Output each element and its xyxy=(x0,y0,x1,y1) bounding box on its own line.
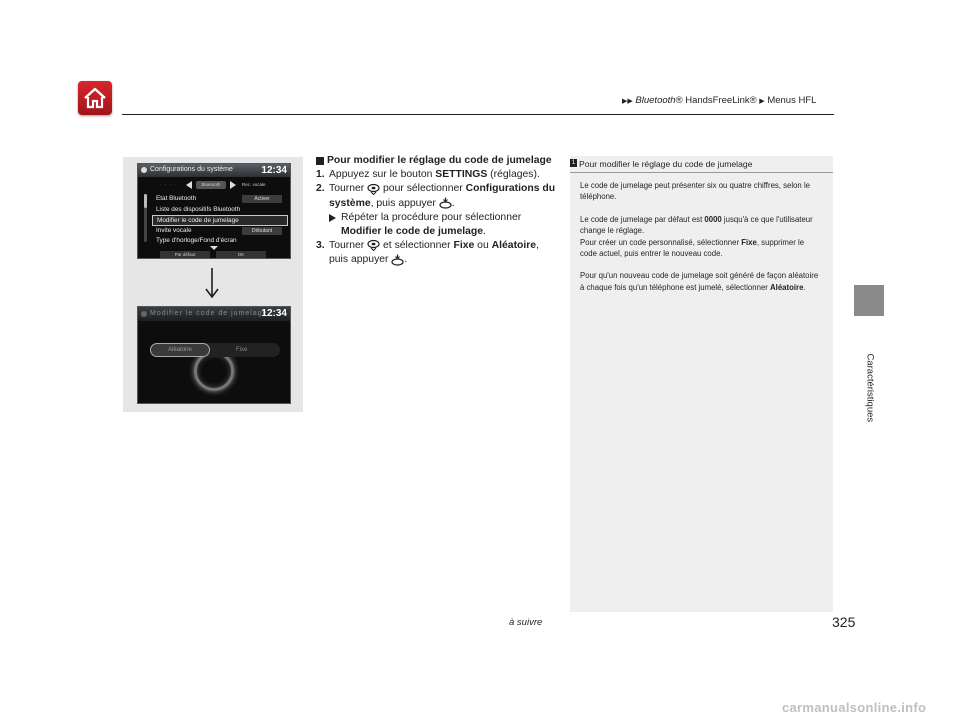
screen-button-row xyxy=(160,251,288,258)
home-icon xyxy=(83,86,107,110)
step-2 xyxy=(316,182,556,239)
page-number: 325 xyxy=(832,614,856,630)
screen-clock: 12:34 xyxy=(261,165,287,176)
step-text: , xyxy=(536,240,539,252)
menu-item-label: Modifier le code de jumelage xyxy=(157,217,239,224)
menu-item xyxy=(152,236,288,247)
settings-dot-icon xyxy=(141,167,147,173)
tab-voice: Rec. vocale xyxy=(242,182,266,187)
option-name: Fixe xyxy=(741,237,757,247)
step-text: et sélectionner xyxy=(380,240,454,252)
note-badge: 1 xyxy=(571,160,576,166)
step-text: . xyxy=(483,226,486,238)
step-text: Tourner xyxy=(329,240,368,252)
screen-title: Configurations du système xyxy=(150,166,233,173)
section-heading: Pour modifier le réglage du code de jumelage xyxy=(316,154,556,168)
menu-name: Modifier le code de jumelage xyxy=(341,226,484,238)
screen-scrollbar xyxy=(144,194,147,242)
breadcrumb-item-hfl[interactable]: ® HandsFreeLink® xyxy=(675,95,757,106)
step-text: Appuyez sur le bouton xyxy=(329,169,436,181)
pairing-code-screen xyxy=(137,306,291,404)
instructions xyxy=(316,154,556,268)
step-text: . xyxy=(404,254,408,266)
option-name: Aléatoire xyxy=(491,240,537,252)
option-fixed: Fixe xyxy=(236,347,248,353)
option-name: Aléatoire xyxy=(770,282,804,292)
note-text: , supprimer le code actuel, puis entrer le nouveau code. xyxy=(580,237,805,259)
note-title: Pour modifier le réglage du code de jumelage xyxy=(579,159,753,169)
option-name: Fixe xyxy=(453,240,475,252)
tab-bluetooth: Bluetooth xyxy=(196,181,226,189)
continued-label: à suivre xyxy=(509,617,543,628)
menu-item-label: Liste des dispositifs Bluetooth xyxy=(156,205,241,213)
step-text: pour sélectionner xyxy=(380,183,466,195)
breadcrumb-arrow-icon: ▶ xyxy=(759,98,765,105)
step-number: 2. xyxy=(316,183,325,195)
home-button[interactable] xyxy=(78,81,112,115)
step-text: (réglages). xyxy=(487,169,540,181)
note-paragraph xyxy=(580,270,823,293)
note-paragraph: Le code de jumelage peut présenter six ou quatre chiffres, selon le téléphone. xyxy=(580,181,811,202)
step-1 xyxy=(316,168,556,182)
menu-item-value: Débutant xyxy=(242,227,282,235)
watermark: carmanualsonline.info xyxy=(782,700,927,715)
settings-label: SETTINGS xyxy=(435,169,488,181)
result-arrow-icon xyxy=(329,214,336,222)
breadcrumb xyxy=(622,95,816,106)
scroll-down-icon xyxy=(210,246,218,250)
note-text: Le code de jumelage par défaut est xyxy=(580,214,705,224)
settings-dot-icon xyxy=(141,311,147,317)
section-tab[interactable] xyxy=(854,285,884,316)
menu-item-label: Type d'horloge/Fond d'écran xyxy=(156,237,237,244)
screen-clock: 12:34 xyxy=(261,308,287,319)
menu-name: Configurations du système xyxy=(329,183,556,209)
step-text: ou xyxy=(474,240,492,252)
note-text: jusqu'à ce que l'utilisateur change le réglage. xyxy=(580,214,813,236)
note-panel xyxy=(570,156,833,612)
menu-item-selected xyxy=(152,215,288,226)
menu-item xyxy=(152,194,288,205)
screen-title: Modifier le code de jumelage xyxy=(150,310,268,317)
tab-dots-icon: · · · · xyxy=(160,182,177,187)
step-text: Tourner xyxy=(329,183,368,195)
step-number: 3. xyxy=(316,240,325,252)
step-3 xyxy=(316,239,556,267)
note-body xyxy=(570,173,833,293)
note-header xyxy=(570,156,833,173)
breadcrumb-item-bluetooth[interactable]: Bluetooth xyxy=(635,95,676,106)
menu-item-value: Activer xyxy=(242,195,282,203)
option-selector xyxy=(150,343,280,357)
knob-glow-icon xyxy=(194,351,234,391)
header-divider xyxy=(122,114,834,115)
step-text: puis appuyer xyxy=(329,254,392,266)
note-text: Pour qu'un nouveau code de jumelage soit généré de façon aléatoire à chaque fois qu'un téléphone est jumelé, sélectionner xyxy=(580,271,819,292)
enter-press-icon xyxy=(391,254,404,266)
interface-dial-icon xyxy=(367,183,380,195)
breadcrumb-item-menus[interactable]: Menus HFL xyxy=(767,95,817,106)
screen-tab-row xyxy=(160,181,288,189)
right-triangle-icon xyxy=(230,181,236,189)
enter-press-icon xyxy=(439,197,452,209)
menu-item xyxy=(152,226,288,237)
step-text: Répéter la procédure pour sélectionner xyxy=(341,211,522,223)
menu-item-label: Invite vocale xyxy=(156,226,192,234)
settings-menu xyxy=(152,194,288,247)
note-paragraph xyxy=(580,214,823,260)
menu-item-label: Etat Bluetooth xyxy=(156,195,197,202)
step-text: . xyxy=(451,197,455,209)
default-code: 0000 xyxy=(704,214,722,224)
ok-button: OK xyxy=(216,251,266,258)
step-number: 1. xyxy=(316,169,325,181)
system-settings-screen xyxy=(137,163,291,259)
default-button: Par défaut xyxy=(160,251,210,258)
option-random: Aléatoire xyxy=(150,343,210,357)
section-tab-label: Caractéristiques xyxy=(864,353,876,423)
breadcrumb-arrow-icon: ▶▶ xyxy=(622,98,633,105)
note-text: . xyxy=(803,282,806,292)
step-2-result xyxy=(329,211,556,239)
note-text: Pour créer un code personnalisé, sélectionner xyxy=(580,237,742,247)
down-arrow-icon xyxy=(205,268,219,298)
interface-dial-icon xyxy=(367,239,380,251)
menu-item xyxy=(152,205,288,216)
left-triangle-icon xyxy=(186,181,192,189)
step-text: , puis appuyer xyxy=(370,197,439,209)
